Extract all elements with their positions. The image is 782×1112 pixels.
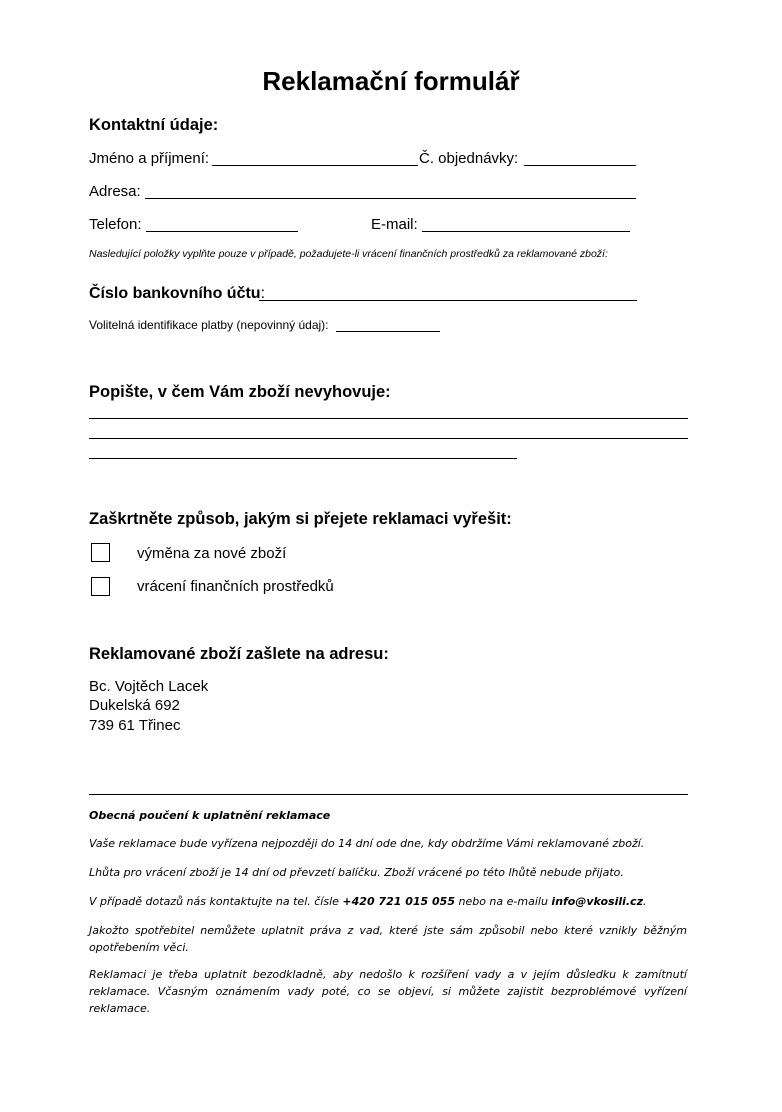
- bank-account-label-text: Číslo bankovního účtu: [89, 285, 261, 302]
- address-field[interactable]: [145, 198, 636, 199]
- notes-p3-text-c: .: [642, 895, 647, 908]
- contact-phone: +420 721 015 055: [342, 895, 455, 908]
- describe-heading: Popište, v čem Vám zboží nevyhovuje:: [89, 383, 391, 401]
- order-number-field[interactable]: [524, 165, 636, 166]
- notes-heading: Obecná poučení k uplatnění reklamace: [89, 809, 331, 822]
- contact-email-link[interactable]: info@vkosili.cz: [551, 895, 643, 908]
- notes-paragraph-1: Vaše reklamace bude vyřízena nejpozději do 14 dní ode dne, kdy obdržíme Vámi reklamované zboží.: [89, 837, 645, 850]
- describe-line-2[interactable]: [89, 438, 688, 439]
- payment-id-field[interactable]: [336, 331, 440, 332]
- section-divider: [89, 794, 688, 795]
- payment-id-label: Volitelná identifikace platby (nepovinný údaj):: [89, 318, 329, 332]
- phone-field[interactable]: [146, 231, 298, 232]
- bank-account-colon: :: [260, 285, 266, 302]
- describe-line-1[interactable]: [89, 418, 688, 419]
- address-label: Adresa:: [89, 183, 141, 200]
- bank-account-label: [89, 285, 265, 303]
- refund-checkbox[interactable]: [91, 577, 110, 596]
- contact-heading: Kontaktní údaje:: [89, 116, 219, 134]
- notes-paragraph-4: Jakožto spotřebitel nemůžete uplatnit práva z vad, které jste sám způsobil nebo které vznikly běžným opotřebením věci.: [89, 924, 687, 954]
- describe-line-3[interactable]: [89, 458, 517, 459]
- name-label: Jméno a příjmení:: [89, 150, 210, 167]
- email-field[interactable]: [422, 231, 630, 232]
- notes-paragraph-5: Reklamaci je třeba uplatnit bezodkladně, aby nedošlo k rozšíření vady a v jejím důsledku k zamítnutí reklamace. Včasným oznámením vady poté, co se objeví, si můžete zajistit bezproblémové vyřízení reklamace.: [89, 968, 687, 1015]
- bank-account-field[interactable]: [259, 300, 637, 301]
- ship-to-street: Dukelská 692: [89, 697, 180, 714]
- refund-option-label: vrácení finančních prostředků: [137, 578, 334, 595]
- name-field[interactable]: [212, 165, 418, 166]
- ship-to-city: 739 61 Třinec: [89, 717, 181, 734]
- email-label: E-mail:: [371, 216, 418, 233]
- page-title: Reklamační formulář: [262, 66, 520, 96]
- refund-note: Nasledující položky vyplňte pouze v případě, požadujete-li vrácení finančních prostředků za reklamované zboží:: [89, 248, 608, 260]
- resolution-heading: Zaškrtněte způsob, jakým si přejete reklamaci vyřešit:: [89, 510, 512, 528]
- exchange-option-label: výměna za nové zboží: [137, 545, 287, 562]
- notes-paragraph-2: Lhůta pro vrácení zboží je 14 dní od převzetí balíčku. Zboží vrácené po této lhůtě nebude přijato.: [89, 866, 624, 879]
- notes-p3-text-b: nebo na e-mailu: [454, 895, 552, 908]
- order-number-label: Č. objednávky:: [419, 150, 519, 167]
- exchange-checkbox[interactable]: [91, 543, 110, 562]
- phone-label: Telefon:: [89, 216, 142, 233]
- notes-p3-text-a: V případě dotazů nás kontaktujte na tel. čísle: [89, 895, 343, 908]
- ship-to-heading: Reklamované zboží zašlete na adresu:: [89, 645, 389, 663]
- notes-paragraph-3: [89, 893, 687, 910]
- ship-to-name: Bc. Vojtěch Lacek: [89, 678, 209, 695]
